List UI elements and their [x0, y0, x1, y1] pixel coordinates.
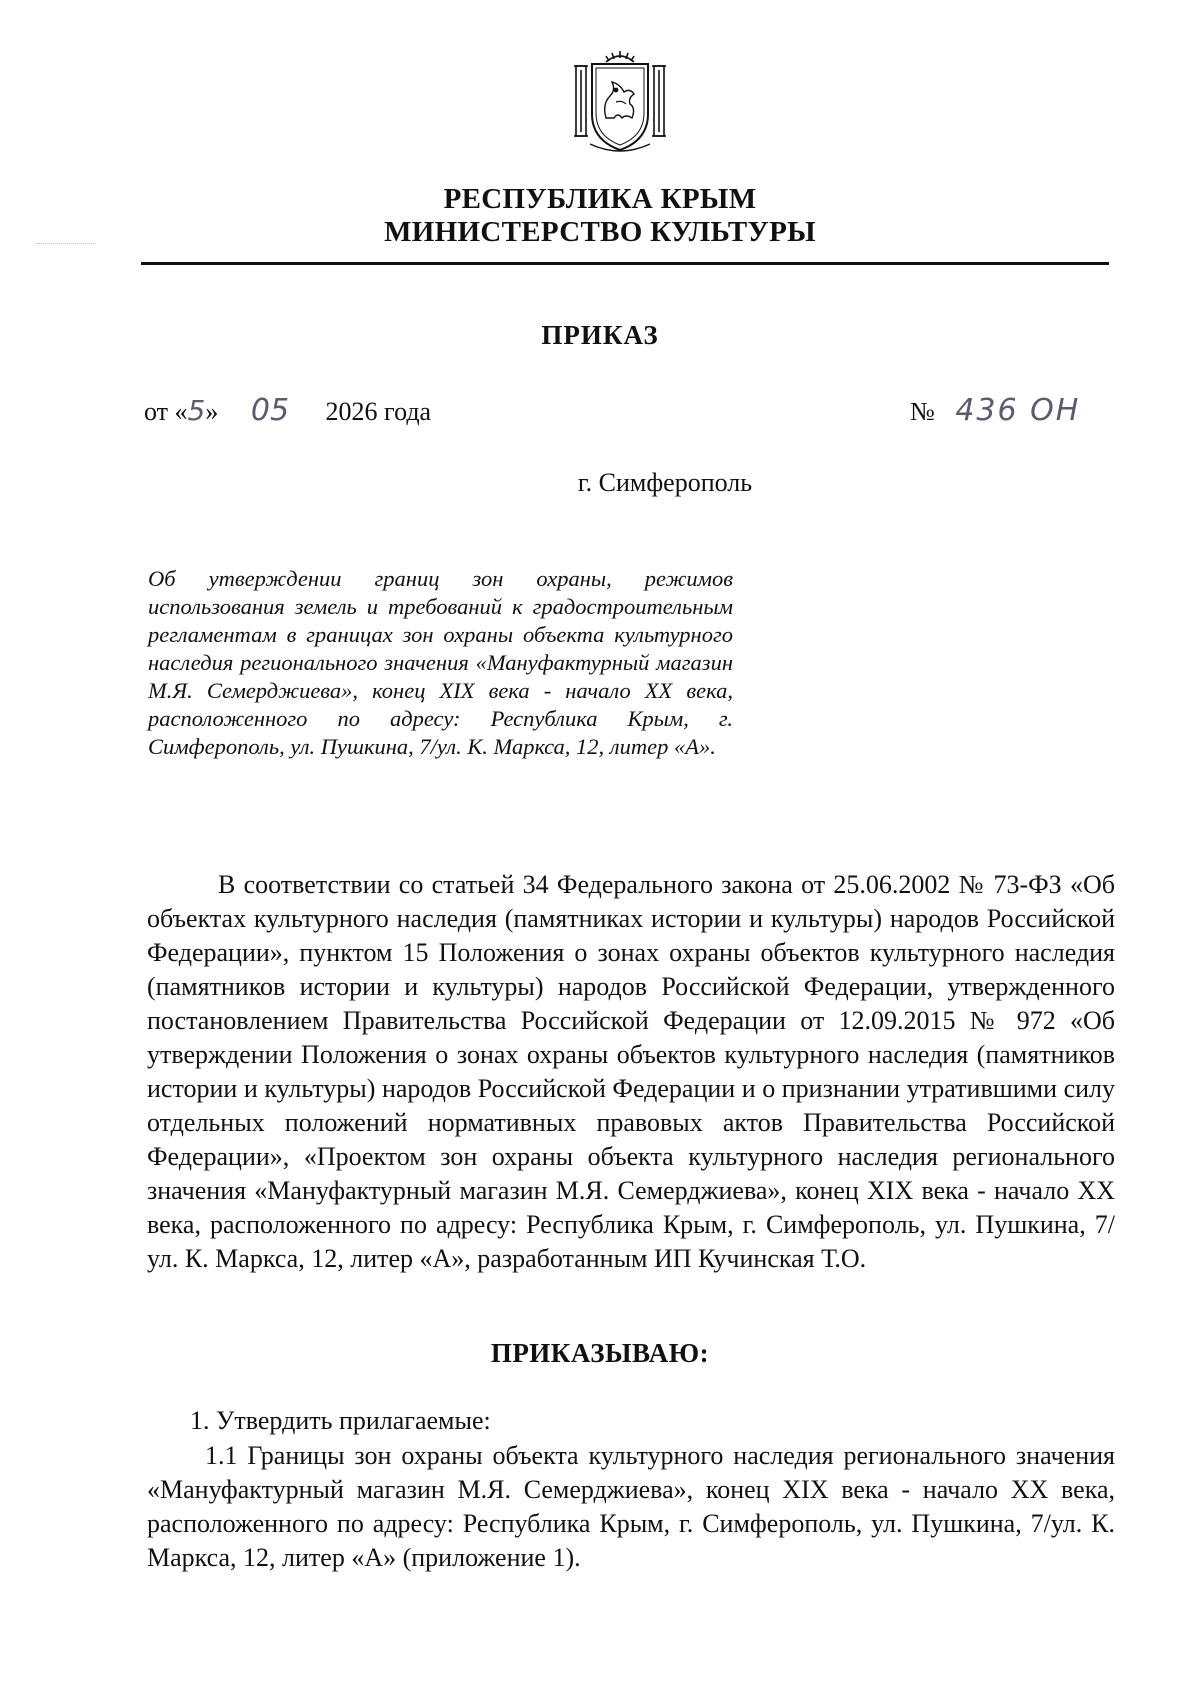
command-heading: ПРИКАЗЫВАЮ: [490, 1338, 710, 1368]
city: г. Симферополь [577, 468, 753, 497]
date-year: 2026 года [325, 397, 432, 426]
number-prefix: № [910, 397, 935, 426]
item-1: 1. Утвердить прилагаемые: [190, 1406, 491, 1435]
header-republic: РЕСПУБЛИКА КРЫМ [443, 183, 757, 215]
header-divider [141, 262, 1109, 265]
number-value: 436 ОН [955, 393, 1081, 428]
coat-of-arms-emblem [572, 48, 668, 156]
order-date [144, 393, 431, 428]
order-title: ПРИКАЗ [541, 320, 659, 350]
item-1-1: 1.1 Границы зон охраны объекта культурного наследия регионального значения «Мануфактурный магазин М.Я. Семерджиева», конец XIX века - начало XX века, расположенного по адресу: Республика Крым, г. Симферополь, ул. Пушкина, 7/ул. К. Маркса, 12, литер «А» (приложение 1). [147, 1441, 1115, 1572]
header-ministry: МИНИСТЕРСТВО КУЛЬТУРЫ [384, 216, 816, 248]
date-mid: » [205, 397, 219, 426]
date-prefix: от « [144, 397, 188, 426]
order-subject: Об утверждении границ зон охраны, режимов использования земель и требований к градостроительным регламентам в границах зон охраны объекта культурного наследия регионального значения «Мануфактурный магазин М.Я. Семерджиева», конец XIX века - начало XX века, расположенного по адресу: Республика Крым, г. Симферополь, ул. Пушкина, 7/ул. К. Маркса, 12, литер «А». [148, 566, 733, 759]
date-day: 5 [187, 394, 206, 427]
margin-mark [36, 243, 96, 246]
preamble-paragraph: В соответствии со статьей 34 Федерального закона от 25.06.2002 № 73-ФЗ «Об объектах культурного наследия (памятниках истории и культуры) народов Российской Федерации», пунктом 15 Положения о зонах охраны объектов культурного наследия (памятников истории и культуры) народов Российской Федерации, утвержденного постановлением Правительства Российской Федерации от 12.09.2015 № 972 «Об утверждении Положения о зонах охраны объектов культурного наследия (памятников истории и культуры) народов Российской Федерации и о признании утратившими силу отдельных положений нормативных правовых актов Правительства Российской Федерации», «Проектом зон охраны объекта культурного наследия регионального значения «Мануфактурный магазин М.Я. Семерджиева», конец XIX века - начало XX века, расположенного по адресу: Республика Крым, г. Симферополь, ул. Пушкина, 7/ул. К. Маркса, 12, литер «А», разработанным ИП Кучинская Т.О. [147, 870, 1115, 1273]
order-number [910, 393, 1080, 428]
date-month: 05 [250, 393, 290, 428]
